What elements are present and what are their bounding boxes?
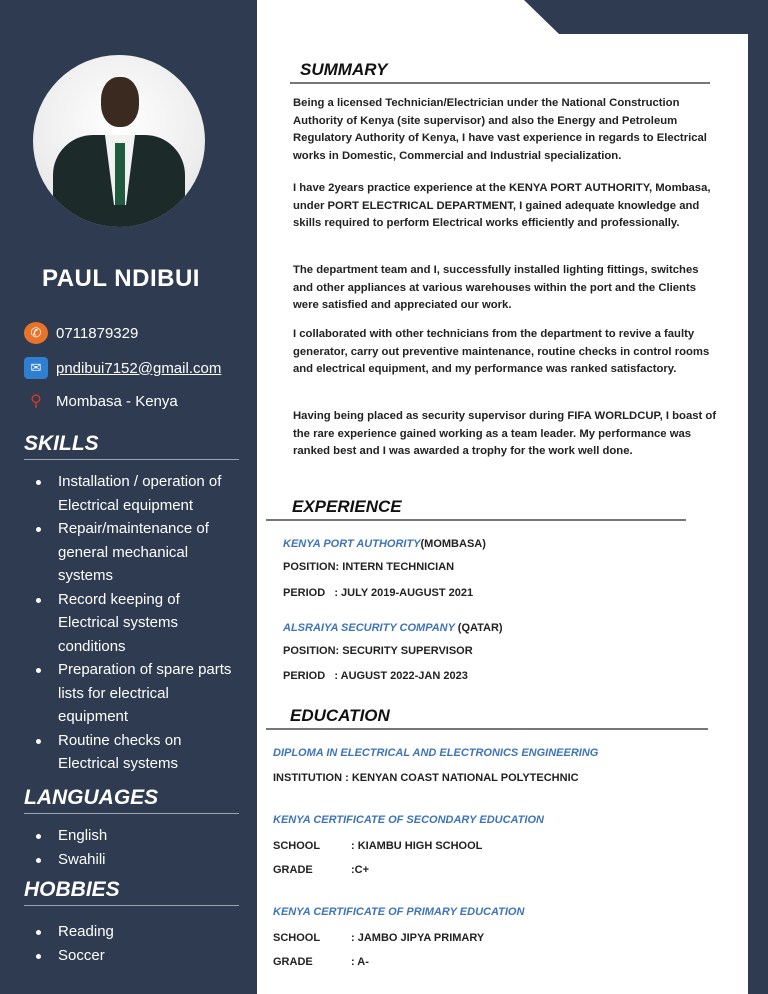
email-link[interactable]: pndibui7152@gmail.com <box>56 359 222 377</box>
value: : A- <box>351 956 369 968</box>
diploma-institution: INSTITUTION : KENYAN COAST NATIONAL POLYTECHNIC <box>273 772 579 784</box>
list-item: Swahili <box>34 848 234 872</box>
summary-paragraph: I collaborated with other technicians from the department to revive a faulty generator, carry out preventive maintenance, routine checks in control rooms and electrical equipment, and my performance was ranked satisfactory. <box>293 328 710 375</box>
kcse-title: KENYA CERTIFICATE OF SECONDARY EDUCATION <box>273 814 544 826</box>
list-item: Reading <box>34 920 234 944</box>
company-location: (MOMBASA) <box>420 538 486 550</box>
kcpe-grade <box>273 956 369 968</box>
list-item: Record keeping of Electrical systems conditions <box>34 588 234 659</box>
kcse-grade <box>273 864 369 876</box>
languages-heading: LANGUAGES <box>24 786 239 814</box>
summary-paragraph: I have 2years practice experience at the KENYA PORT AUTHORITY, Mombasa, under PORT ELECTRICAL DEPARTMENT, I gained adequate knowledge and skills required to perform Electrical works efficiently and professionally. <box>293 182 711 229</box>
diploma-title: DIPLOMA IN ELECTRICAL AND ELECTRONICS ENGINEERING <box>273 747 599 759</box>
education-heading: EDUCATION <box>266 706 708 730</box>
summary-heading: SUMMARY <box>290 60 710 84</box>
phone-text: 0711879329 <box>56 324 139 342</box>
label: SCHOOL <box>273 932 321 944</box>
label: GRADE <box>273 956 313 968</box>
hobbies-list <box>34 920 234 967</box>
label: GRADE <box>273 864 313 876</box>
skills-list <box>34 470 234 776</box>
list-item: Routine checks on Electrical systems <box>34 729 234 776</box>
person-name: PAUL NDIBUI <box>42 265 200 292</box>
profile-photo <box>33 55 205 227</box>
mail-icon: ✉ <box>24 357 48 379</box>
skills-heading: SKILLS <box>24 432 239 460</box>
location <box>24 390 178 412</box>
phone-icon: ✆ <box>24 322 48 344</box>
languages-list <box>34 824 234 871</box>
company: ALSRAIYA SECURITY COMPANY <box>283 622 458 634</box>
location-text: Mombasa - Kenya <box>56 392 178 410</box>
job-position: POSITION: INTERN TECHNICIAN <box>283 561 455 573</box>
experience-heading: EXPERIENCE <box>266 497 686 521</box>
hobbies-heading: HOBBIES <box>24 878 239 906</box>
value: : JAMBO JIPYA PRIMARY <box>351 932 485 944</box>
summary-paragraph: Having being placed as security supervisor during FIFA WORLDCUP, I boast of the rare experience gained working as a team leader. My performance was ranked best and I was awarded a trophy for the work well done. <box>293 410 717 457</box>
phone <box>24 322 138 344</box>
list-item: Preparation of spare parts lists for electrical equipment <box>34 658 234 729</box>
value: : KIAMBU HIGH SCHOOL <box>351 840 483 852</box>
kcpe-school <box>273 932 484 944</box>
job-period: PERIOD : JULY 2019-AUGUST 2021 <box>283 587 474 599</box>
list-item: Soccer <box>34 944 234 968</box>
job-title <box>283 538 486 550</box>
sidebar <box>0 0 257 994</box>
list-item: Installation / operation of Electrical equipment <box>34 470 234 517</box>
company: KENYA PORT AUTHORITY <box>283 538 421 550</box>
job-title <box>283 622 503 634</box>
summary-paragraph: The department team and I, successfully installed lighting fittings, switches and other appliances at various warehouses within the port and the Clients were satisfied and appreciated our work. <box>293 264 699 311</box>
list-item: Repair/maintenance of general mechanical systems <box>34 517 234 588</box>
email[interactable] <box>24 357 221 379</box>
job-period: PERIOD : AUGUST 2022-JAN 2023 <box>283 670 468 682</box>
kcse-school <box>273 840 482 852</box>
value: :C+ <box>351 864 370 876</box>
job-position: POSITION: SECURITY SUPERVISOR <box>283 645 473 657</box>
summary-paragraph: Being a licensed Technician/Electrician under the National Construction Authority of Kenya (site supervisor) and also the Energy and Petroleum Regulatory Authority of Kenya, I have vast experience in regards to Electrical works in Domestic, Commercial and Industrial specialization. <box>293 97 707 162</box>
company-location: (QATAR) <box>457 622 503 634</box>
location-pin-icon: ⚲ <box>30 393 42 410</box>
label: SCHOOL <box>273 840 321 852</box>
kcpe-title: KENYA CERTIFICATE OF PRIMARY EDUCATION <box>273 906 525 918</box>
list-item: English <box>34 824 234 848</box>
